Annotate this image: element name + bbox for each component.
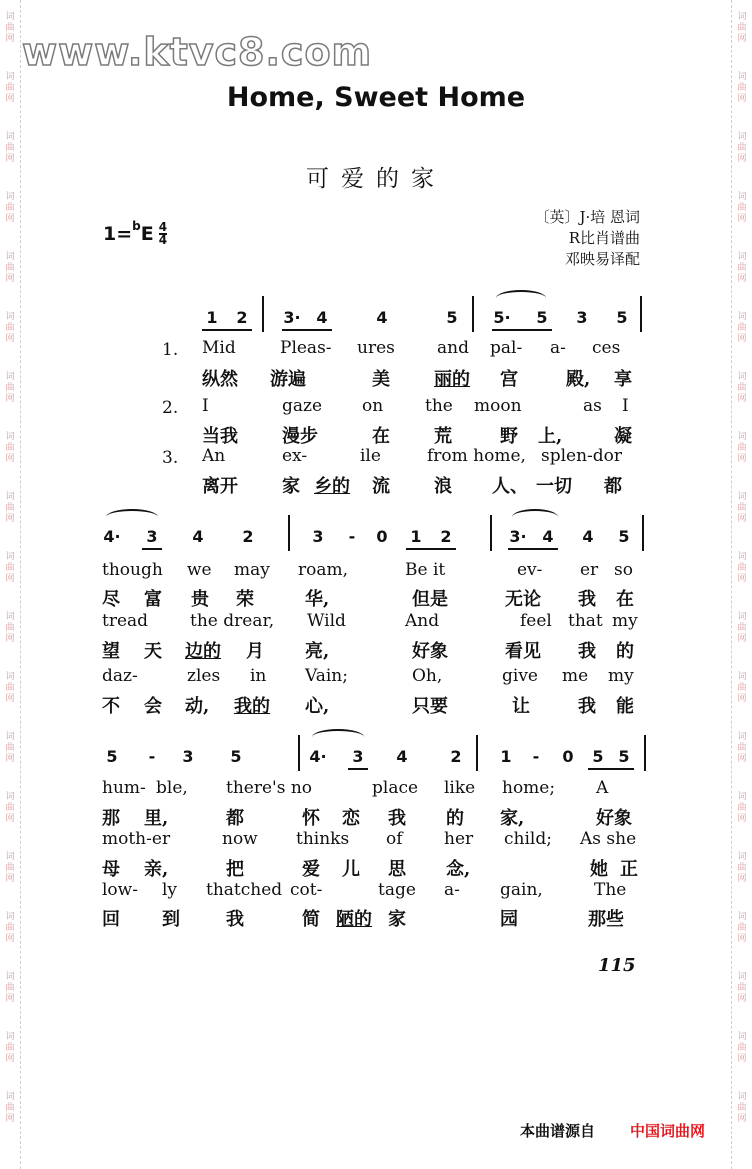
lyric: the: [425, 396, 453, 416]
margin-watermark: 词 曲 网: [5, 612, 15, 644]
margin-watermark: 词 曲 网: [737, 792, 747, 824]
margin-watermark: 词 曲 网: [737, 312, 747, 344]
note: 5: [616, 308, 628, 327]
lyric: feel: [520, 611, 552, 631]
lyric: from home,: [427, 446, 526, 466]
lyric: 都: [604, 476, 622, 497]
lyricist-credit: 〔英〕J·培 恩词: [534, 208, 640, 226]
margin-watermark: 词 曲 网: [5, 852, 15, 884]
lyric: 那: [102, 808, 120, 829]
lyric: moon: [474, 396, 522, 416]
beam: [508, 548, 558, 550]
lyric: of: [386, 829, 403, 849]
note: 4: [542, 527, 554, 546]
note: 3: [576, 308, 588, 327]
footer-site-link[interactable]: 中国词曲网: [630, 1122, 706, 1140]
lyric: zles: [187, 666, 221, 686]
lyric: 荒: [434, 426, 452, 447]
lyric: 当我: [202, 426, 238, 447]
lyric: 念,: [446, 859, 471, 880]
lyric: 动,: [185, 696, 210, 717]
slur: [312, 729, 364, 745]
lyric: er: [580, 560, 599, 580]
bar-line: [642, 515, 644, 551]
note: 0: [562, 747, 574, 766]
lyric: 月: [246, 641, 264, 662]
site-watermark: www.ktvc8.com: [22, 30, 373, 74]
margin-watermark: 词 曲 网: [737, 192, 747, 224]
lyric: 享: [614, 369, 632, 390]
lyric: 美: [372, 369, 390, 390]
lyric: 殿,: [566, 369, 591, 390]
lyric: I: [622, 396, 629, 416]
lyric: so: [614, 560, 633, 580]
margin-watermark: 词 曲 网: [737, 1032, 747, 1064]
time-bottom: 4: [158, 233, 168, 247]
lyric: 里,: [144, 808, 169, 829]
lyric: 天: [144, 641, 162, 662]
lyric: 亮,: [305, 641, 330, 662]
lyric: a-: [550, 338, 566, 358]
lyric: 儿: [342, 859, 360, 880]
lyric: 家,: [500, 808, 525, 829]
bar-line: [262, 296, 264, 332]
footer-source-label: 本曲谱源自: [520, 1122, 596, 1140]
lyric: now: [222, 829, 258, 849]
lyric: Vain;: [305, 666, 348, 686]
lyric: 让: [512, 696, 530, 717]
lyric: 能: [616, 696, 634, 717]
lyric: daz-: [102, 666, 138, 686]
lyric: 我: [226, 909, 244, 930]
beam: [348, 768, 368, 770]
composer-credit: R比肖谱曲: [568, 229, 640, 247]
lyric: that: [568, 611, 603, 631]
lyric: ile: [360, 446, 381, 466]
slur: [496, 290, 546, 306]
note: -: [348, 527, 356, 546]
margin-watermark: 词 曲 网: [737, 132, 747, 164]
beam: [142, 548, 162, 550]
bar-line: [472, 296, 474, 332]
lyric: the drear,: [190, 611, 275, 631]
margin-watermark: 词 曲 网: [737, 912, 747, 944]
lyric: 不: [102, 696, 120, 717]
note: 2: [450, 747, 462, 766]
lyric: 到: [162, 909, 180, 930]
lyric: ble,: [156, 778, 188, 798]
note: -: [148, 747, 156, 766]
lyric: 但是: [412, 589, 448, 610]
lyric: ures: [357, 338, 395, 358]
lyric: 好象: [596, 808, 632, 829]
margin-watermark: 词 曲 网: [737, 972, 747, 1004]
lyric: cot-: [290, 880, 323, 900]
lyric: home;: [502, 778, 556, 798]
lyric: pal-: [490, 338, 523, 358]
time-signature: [159, 222, 167, 246]
lyric: 怀: [302, 808, 320, 829]
song-title-chinese: 可爱的家: [306, 166, 446, 192]
note: 5: [618, 747, 630, 766]
lyric: Be it: [405, 560, 446, 580]
lyric: 好象: [412, 641, 448, 662]
note: -: [532, 747, 540, 766]
key-prefix: 1=: [103, 223, 133, 245]
lyric: 只要: [412, 696, 448, 717]
margin-watermark: 词 曲 网: [737, 72, 747, 104]
note: 3·: [509, 527, 527, 546]
note: 3: [146, 527, 158, 546]
margin-watermark: 词 曲 网: [5, 552, 15, 584]
lyric: ly: [162, 880, 178, 900]
lyric: 纵然: [202, 369, 238, 390]
song-title-english: Home, Sweet Home: [226, 82, 526, 113]
beam: [282, 329, 332, 331]
margin-watermark: 词 曲 网: [737, 852, 747, 884]
lyric: thatched: [206, 880, 283, 900]
note: 1: [206, 308, 218, 327]
music-line-1: [102, 296, 647, 336]
lyric: I: [202, 396, 209, 416]
bar-line: [288, 515, 290, 551]
lyric: 我的: [234, 696, 270, 717]
lyric: ces: [592, 338, 621, 358]
lyric: place: [372, 778, 419, 798]
lyric: gaze: [282, 396, 323, 416]
margin-watermark: 词 曲 网: [737, 252, 747, 284]
lyric: 那些: [588, 909, 624, 930]
lyric: 宫: [500, 369, 518, 390]
slur: [106, 509, 158, 525]
margin-watermark: 词 曲 网: [737, 432, 747, 464]
lyric: Pleas-: [280, 338, 332, 358]
margin-watermark: 词 曲 网: [5, 312, 15, 344]
time-top: 4: [158, 220, 168, 234]
note: 5: [106, 747, 118, 766]
music-line-2: [102, 515, 647, 555]
lyric: 她: [590, 859, 608, 880]
margin-watermark: 词 曲 网: [5, 732, 15, 764]
lyric: 正: [620, 859, 638, 880]
lyric: And: [405, 611, 440, 631]
lyric: 恋: [342, 808, 360, 829]
lyric: 在: [372, 426, 390, 447]
lyric: 园: [500, 909, 518, 930]
lyric: 的: [616, 641, 634, 662]
margin-watermark: 词 曲 网: [5, 432, 15, 464]
note: 4: [396, 747, 408, 766]
lyric: 丽的: [434, 369, 470, 390]
note: 5: [446, 308, 458, 327]
lyric: ev-: [517, 560, 543, 580]
lyric: roam,: [298, 560, 349, 580]
lyric: 心,: [305, 696, 330, 717]
lyric: my: [608, 666, 634, 686]
bar-line: [644, 735, 646, 771]
margin-watermark: 词 曲 网: [737, 552, 747, 584]
note: 5: [536, 308, 548, 327]
margin-watermark: 词 曲 网: [5, 1092, 15, 1124]
lyric: 陋的: [336, 909, 372, 930]
note: 3: [182, 747, 194, 766]
note: 4·: [309, 747, 327, 766]
lyric: tage: [378, 880, 416, 900]
bar-line: [490, 515, 492, 551]
lyric: 凝: [614, 426, 632, 447]
note: 3·: [283, 308, 301, 327]
lyric: 人、: [492, 476, 528, 497]
lyric: 贵: [191, 589, 209, 610]
lyric: 我: [388, 808, 406, 829]
key-signature: [103, 219, 168, 247]
music-line-3: [102, 735, 647, 775]
lyric: The: [594, 880, 627, 900]
note: 3: [312, 527, 324, 546]
note: 5: [592, 747, 604, 766]
margin-watermark: 词 曲 网: [5, 972, 15, 1004]
lyric: a-: [444, 880, 460, 900]
note: 5·: [493, 308, 511, 327]
margin-watermark: 词 曲 网: [5, 672, 15, 704]
lyric: 荣: [236, 589, 254, 610]
lyric: me: [562, 666, 589, 686]
lyric: 都: [226, 808, 244, 829]
lyric: gain,: [500, 880, 543, 900]
margin-watermark: 词 曲 网: [5, 192, 15, 224]
bar-line: [476, 735, 478, 771]
translator-credit: 邓映易译配: [564, 250, 640, 268]
lyric: there's no: [226, 778, 313, 798]
lyric: 我: [578, 589, 596, 610]
lyric: 会: [144, 696, 162, 717]
lyric: 望: [102, 641, 120, 662]
lyric: splen-dor: [541, 446, 623, 466]
margin-watermark: 词 曲 网: [737, 732, 747, 764]
lyric: 亲,: [144, 859, 169, 880]
lyric: give: [502, 666, 538, 686]
lyric: and: [437, 338, 469, 358]
lyric: 思: [388, 859, 406, 880]
beam: [202, 329, 252, 331]
lyric: Wild: [307, 611, 346, 631]
lyric: my: [612, 611, 638, 631]
note: 2: [236, 308, 248, 327]
margin-watermark: 词 曲 网: [737, 672, 747, 704]
margin-watermark: 词 曲 网: [5, 12, 15, 44]
beam: [588, 768, 634, 770]
note: 4: [316, 308, 328, 327]
margin-watermark: 词 曲 网: [5, 252, 15, 284]
beam: [492, 329, 552, 331]
margin-watermark: 词 曲 网: [5, 72, 15, 104]
lyric: thinks: [296, 829, 350, 849]
lyric: 家: [388, 909, 406, 930]
lyric: 一切: [536, 476, 572, 497]
note: 2: [242, 527, 254, 546]
lyric: 把: [226, 859, 244, 880]
lyric: like: [444, 778, 476, 798]
lyric: as: [583, 396, 602, 416]
margin-watermark: 词 曲 网: [737, 1092, 747, 1124]
lyric: may: [234, 560, 270, 580]
slur: [512, 509, 558, 525]
lyric: Oh,: [412, 666, 443, 686]
note: 4: [376, 308, 388, 327]
margin-watermark: 词 曲 网: [5, 912, 15, 944]
note: 5: [230, 747, 242, 766]
lyric: 边的: [185, 641, 221, 662]
note: 1: [410, 527, 422, 546]
lyric: 简: [302, 909, 320, 930]
lyric: 浪: [434, 476, 452, 497]
note: 5: [618, 527, 630, 546]
lyric: moth-er: [102, 829, 171, 849]
lyric: 母: [102, 859, 120, 880]
lyric: in: [250, 666, 267, 686]
margin-watermark: 词 曲 网: [5, 1032, 15, 1064]
page-number: 115: [598, 955, 636, 976]
lyric: 看见: [505, 641, 541, 662]
verse-number-1: 1.: [162, 340, 179, 360]
lyric: 漫步: [282, 426, 318, 447]
margin-watermark: 词 曲 网: [5, 372, 15, 404]
lyric: 我: [578, 641, 596, 662]
bar-line: [640, 296, 642, 332]
margin-watermark: 词 曲 网: [5, 492, 15, 524]
lyric: her: [444, 829, 474, 849]
lyric: A: [596, 778, 609, 798]
lyric: 无论: [505, 589, 541, 610]
lyric: on: [362, 396, 384, 416]
margin-watermark: 词 曲 网: [5, 132, 15, 164]
key-note: E: [140, 223, 154, 245]
lyric: 乡的: [314, 476, 350, 497]
note: 4: [582, 527, 594, 546]
verse-number-3: 3.: [162, 448, 179, 468]
lyric: 的: [446, 808, 464, 829]
bar-line: [298, 735, 300, 771]
note: 2: [440, 527, 452, 546]
note: 4·: [103, 527, 121, 546]
lyric: 尽: [102, 589, 120, 610]
lyric: child;: [504, 829, 552, 849]
note: 0: [376, 527, 388, 546]
lyric: low-: [102, 880, 138, 900]
flat-sign: b: [132, 219, 141, 233]
lyric: ex-: [282, 446, 308, 466]
lyric: tread: [102, 611, 149, 631]
lyric: 在: [616, 589, 634, 610]
lyric: 我: [578, 696, 596, 717]
margin-watermark: 词 曲 网: [5, 792, 15, 824]
lyric: An: [202, 446, 226, 466]
note: 1: [500, 747, 512, 766]
note: 3: [352, 747, 364, 766]
lyric: Mid: [202, 338, 236, 358]
lyric: 回: [102, 909, 120, 930]
beam: [406, 548, 456, 550]
verse-number-2: 2.: [162, 398, 179, 418]
lyric: we: [187, 560, 212, 580]
lyric: 爱: [302, 859, 320, 880]
lyric: 上,: [538, 426, 563, 447]
lyric: 家: [282, 476, 300, 497]
margin-watermark: 词 曲 网: [737, 612, 747, 644]
note: 4: [192, 527, 204, 546]
lyric: 富: [144, 589, 162, 610]
lyric: though: [102, 560, 163, 580]
lyric: 流: [372, 476, 390, 497]
lyric: 野: [500, 426, 518, 447]
lyric: As she: [580, 829, 637, 849]
lyric: 离开: [202, 476, 238, 497]
lyric: 游遍: [270, 369, 306, 390]
margin-watermark: 词 曲 网: [737, 12, 747, 44]
credits: [470, 207, 640, 270]
lyric: hum-: [102, 778, 146, 798]
lyric: 华,: [305, 589, 330, 610]
margin-watermark: 词 曲 网: [737, 492, 747, 524]
margin-watermark: 词 曲 网: [737, 372, 747, 404]
